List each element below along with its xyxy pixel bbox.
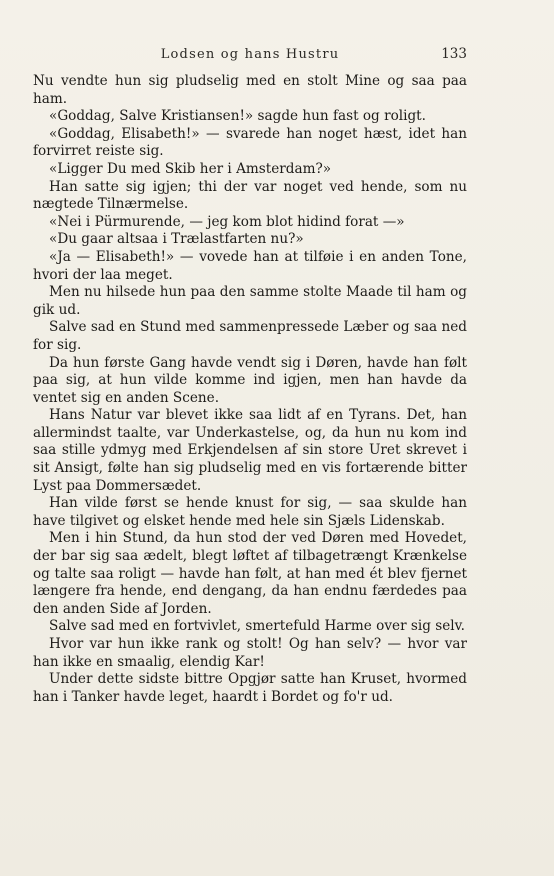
- body-text: [33, 73, 467, 706]
- paragraph-13: Han vilde først se hende knust for sig, — saa skulde han have tilgivet og elsket hende med hele sin Sjæls Lidenskab.: [33, 495, 467, 529]
- paragraph-17: Under dette sidste bittre Opgjør satte han Kruset, hvormed han i Tanker havde leget, haardt i Bordet og fo'r ud.: [33, 671, 467, 705]
- running-title: Lodsen og hans Hustru: [160, 47, 340, 62]
- paragraph-14: Men i hin Stund, da hun stod der ved Døren med Hovedet, der bar sig saa ædelt, blegt løftet af tilbagetrængt Krænkelse og talte saa roligt — havde han følt, at han med ét blev fjernet længere fra hende, end dengang, da han endnu færdedes paa den anden Side af Jorden.: [33, 530, 467, 617]
- paragraph-11: Da hun første Gang havde vendt sig i Døren, havde han følt paa sig, at hun vilde komme ind igjen, men han havde da ventet sig en anden Scene.: [33, 354, 467, 406]
- paragraph-2: «Goddag, Salve Kristiansen!» sagde hun fast og roligt.: [49, 108, 426, 125]
- paragraph-4: «Ligger Du med Skib her i Amsterdam?»: [49, 160, 332, 177]
- paragraph-15: Salve sad med en fortvivlet, smertefuld Harme over sig selv.: [49, 618, 465, 635]
- paragraph-6: «Nei i Pürmurende, — jeg kom blot hidind forat —»: [49, 213, 405, 230]
- paragraph-12: Hans Natur var blevet ikke saa lidt af en Tyrans. Det, han allermindst taalte, var Underkastelse, og, da hun nu kom ind saa stille ydmyg med Erkjendelsen af sin store Uret skrevet i sit Ansigt, følte han sig pludselig med en vis fortærende bitter Lyst paa Dommersædet.: [33, 407, 467, 494]
- paragraph-10: Salve sad en Stund med sammenpressede Læber og saa ned for sig.: [33, 319, 467, 353]
- paragraph-1: Nu vendte hun sig pludselig med en stolt Mine og saa paa ham.: [33, 73, 467, 107]
- page-number: 133: [441, 46, 467, 62]
- paragraph-8: «Ja — Elisabeth!» — vovede han at tilføie i en anden Tone, hvori der laa meget.: [33, 248, 467, 283]
- paragraph-7: «Du gaar altsaa i Trælastfarten nu?»: [49, 231, 304, 248]
- paragraph-9: Men nu hilsede hun paa den samme stolte Maade til ham og gik ud.: [33, 284, 467, 318]
- paragraph-5: Han satte sig igjen; thi der var noget ved hende, som nu nægtede Tilnærmelse.: [33, 178, 467, 213]
- paragraph-3: «Goddag, Elisabeth!» — svarede han noget hæst, idet han forvirret reiste sig.: [33, 125, 467, 160]
- paragraph-16: Hvor var hun ikke rank og stolt! Og han selv? — hvor var han ikke en smaalig, elendig Kar!: [33, 636, 467, 670]
- page-header: [33, 44, 467, 68]
